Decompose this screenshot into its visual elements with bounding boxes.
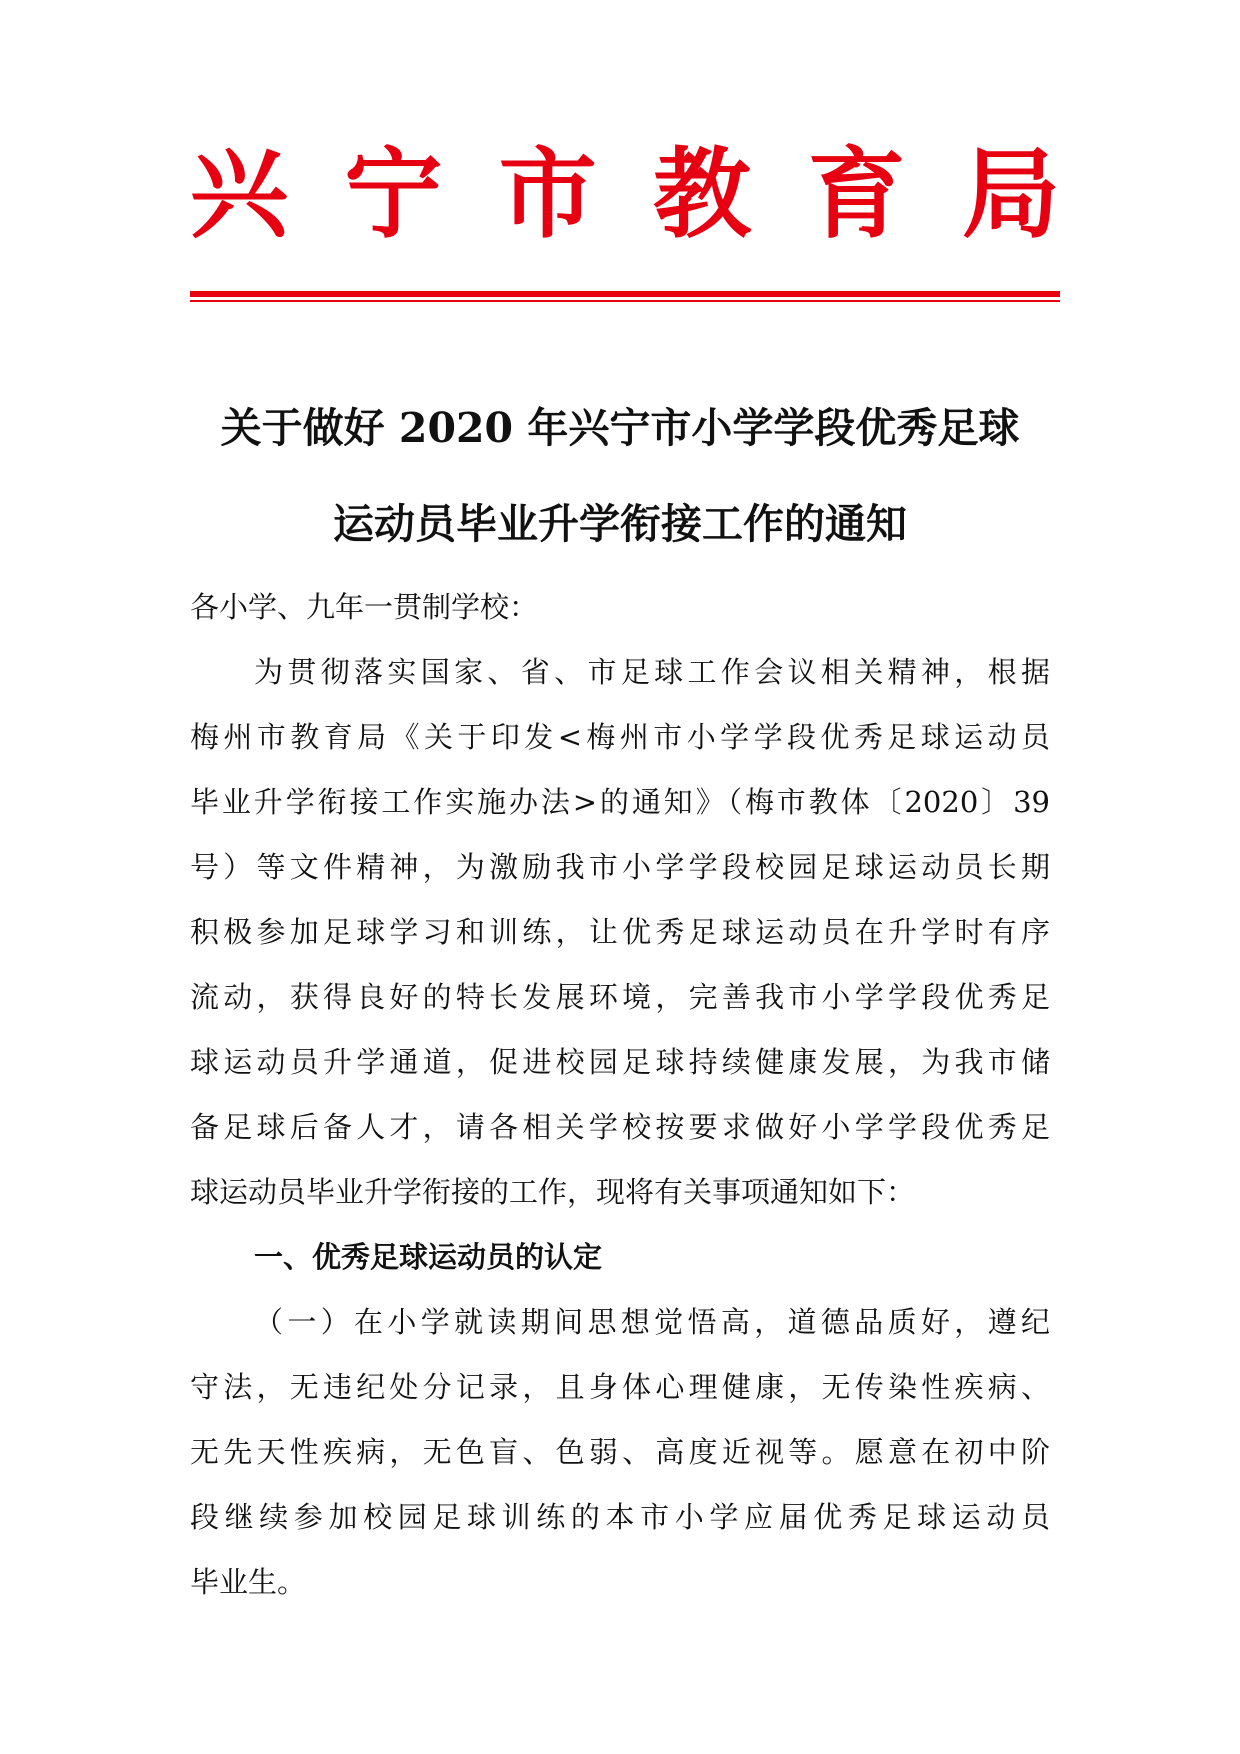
paragraph-line: 号）等文件精神，为激励我市小学学段校园足球运动员长期 [190, 850, 1050, 884]
paragraph-line: 梅州市教育局《关于印发<梅州市小学学段优秀足球运动员 [190, 720, 1050, 754]
paragraph-line: 毕业生。 [190, 1565, 307, 1599]
masthead-char: 兴 [190, 137, 289, 252]
paragraph-line: 毕业升学衔接工作实施办法>的通知》（梅市教体〔2020〕39 [190, 785, 1050, 819]
paragraph-line: 为贯彻落实国家、省、市足球工作会议相关精神，根据 [254, 655, 1050, 689]
paragraph-line: 无先天性疾病，无色盲、色弱、高度近视等。愿意在初中阶 [190, 1435, 1050, 1469]
paragraph-line: 积极参加足球学习和训练，让优秀足球运动员在升学时有序 [190, 915, 1050, 949]
paragraph-line: 球运动员毕业升学衔接的工作，现将有关事项通知如下： [190, 1175, 916, 1209]
paragraph-line: 守法，无违纪处分记录，且身体心理健康，无传染性疾病、 [190, 1370, 1050, 1404]
salutation: 各小学、九年一贯制学校： [190, 590, 539, 624]
document-title-line-1: 关于做好 2020 年兴宁市小学学段优秀足球 [220, 404, 1020, 452]
masthead-char: 宁 [344, 137, 443, 252]
masthead-title [190, 137, 1060, 252]
document-title-line-2: 运动员毕业升学衔接工作的通知 [333, 500, 907, 548]
masthead-char: 育 [807, 137, 906, 252]
paragraph-line: 球运动员升学通道，促进校园足球持续健康发展，为我市储 [190, 1045, 1050, 1079]
masthead-char: 局 [961, 137, 1060, 252]
masthead-char: 市 [498, 137, 597, 252]
section-heading: 一、优秀足球运动员的认定 [254, 1240, 603, 1274]
masthead-divider-thin [190, 300, 1060, 302]
paragraph-line: 流动，获得良好的特长发展环境，完善我市小学学段优秀足 [190, 980, 1050, 1014]
paragraph-line: 段继续参加校园足球训练的本市小学应届优秀足球运动员 [190, 1500, 1050, 1534]
masthead-char: 教 [653, 137, 752, 252]
paragraph-line: 备足球后备人才，请各相关学校按要求做好小学学段优秀足 [190, 1110, 1050, 1144]
masthead-divider-thick [190, 291, 1060, 297]
paragraph-line: （一）在小学就读期间思想觉悟高，道德品质好，遵纪 [254, 1305, 1050, 1339]
